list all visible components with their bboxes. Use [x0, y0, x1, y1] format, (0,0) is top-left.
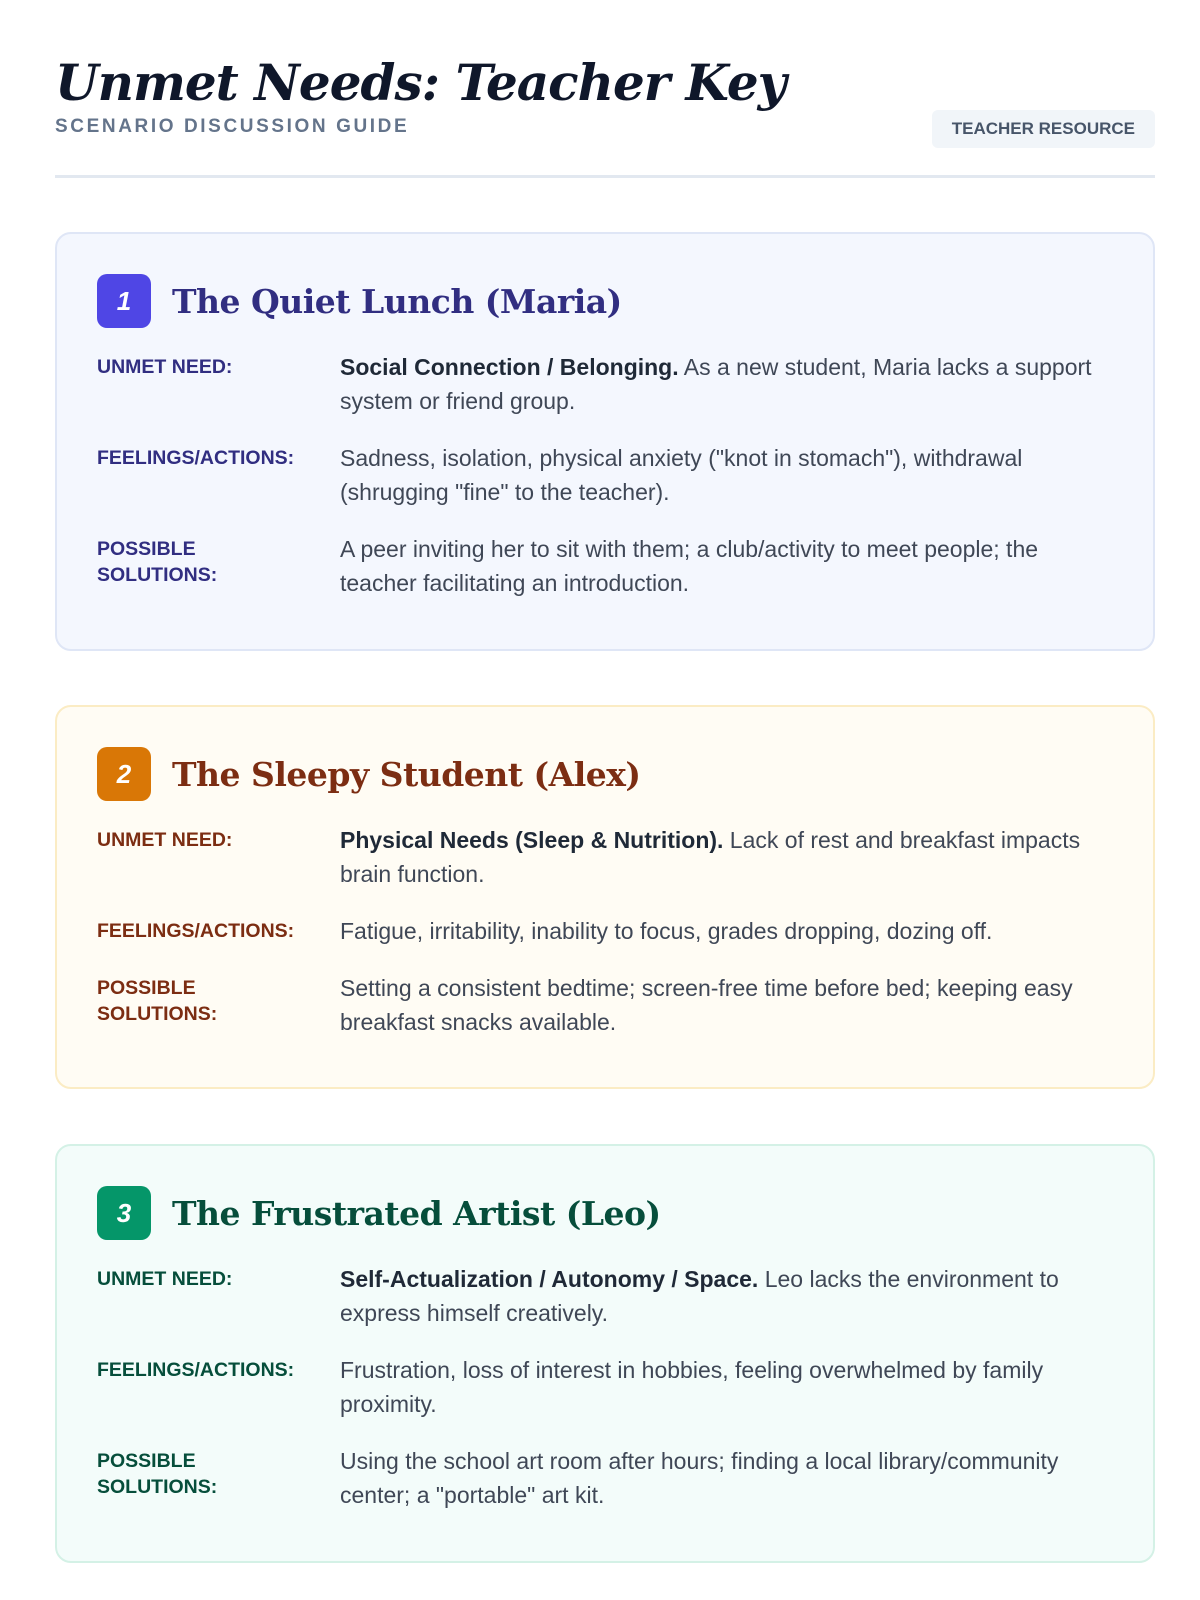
unmet-need-label: UNMET NEED: [97, 1268, 233, 1290]
scenario-number-badge: 3 [97, 1186, 151, 1240]
feelings-text: Sadness, isolation, physical anxiety ("knot in stomach"), withdrawal (shrugging "fine" to the teacher). [340, 445, 1023, 505]
feelings-text: Fatigue, irritability, inability to focus, grades dropping, dozing off. [340, 918, 993, 944]
unmet-need-text [340, 350, 1120, 418]
card-header [97, 747, 641, 801]
header [55, 52, 1155, 138]
scenario-title: The Sleepy Student (Alex) [172, 754, 641, 794]
unmet-need-label: UNMET NEED: [97, 829, 233, 851]
resource-badge: TEACHER RESOURCE [932, 110, 1155, 148]
card-header [97, 274, 622, 328]
scenario-card-2 [55, 705, 1155, 1089]
header-divider [55, 175, 1155, 178]
scenario-number-badge: 1 [97, 274, 151, 328]
unmet-need-description: Lack of rest and breakfast impacts brain function. [340, 827, 1081, 887]
feelings-label: FEELINGS/ACTIONS: [97, 447, 295, 469]
page-title: Unmet Needs: Teacher Key [55, 53, 786, 112]
unmet-need-heading: Physical Needs (Sleep & Nutrition). [340, 827, 724, 853]
page-subtitle: SCENARIO DISCUSSION GUIDE [55, 116, 410, 137]
scenario-title: The Frustrated Artist (Leo) [172, 1193, 661, 1233]
unmet-need-label: UNMET NEED: [97, 356, 233, 378]
solutions-label: POSSIBLE SOLUTIONS: [97, 538, 218, 586]
card-header [97, 1186, 661, 1240]
feelings-label: FEELINGS/ACTIONS: [97, 920, 295, 942]
solutions-text: Setting a consistent bedtime; screen-free time before bed; keeping easy breakfast snacks available. [340, 975, 1073, 1035]
scenario-card-3 [55, 1144, 1155, 1563]
unmet-need-text [340, 1262, 1120, 1330]
solutions-text: Using the school art room after hours; finding a local library/community center; a "portable" art kit. [340, 1448, 1059, 1508]
unmet-need-heading: Self-Actualization / Autonomy / Space. [340, 1266, 759, 1292]
scenario-number-badge: 2 [97, 747, 151, 801]
scenario-title: The Quiet Lunch (Maria) [172, 281, 622, 321]
feelings-label: FEELINGS/ACTIONS: [97, 1359, 295, 1381]
solutions-label: POSSIBLE SOLUTIONS: [97, 1450, 218, 1498]
unmet-need-description: Leo lacks the environment to express himself creatively. [340, 1266, 1059, 1326]
solutions-text: A peer inviting her to sit with them; a club/activity to meet people; the teacher facilitating an introduction. [340, 536, 1039, 596]
solutions-label: POSSIBLE SOLUTIONS: [97, 977, 218, 1025]
unmet-need-heading: Social Connection / Belonging. [340, 354, 679, 380]
unmet-need-text [340, 823, 1120, 891]
scenario-card-1 [55, 232, 1155, 651]
unmet-need-description: As a new student, Maria lacks a support system or friend group. [340, 354, 1092, 414]
feelings-text: Frustration, loss of interest in hobbies, feeling overwhelmed by family proximity. [340, 1357, 1044, 1417]
